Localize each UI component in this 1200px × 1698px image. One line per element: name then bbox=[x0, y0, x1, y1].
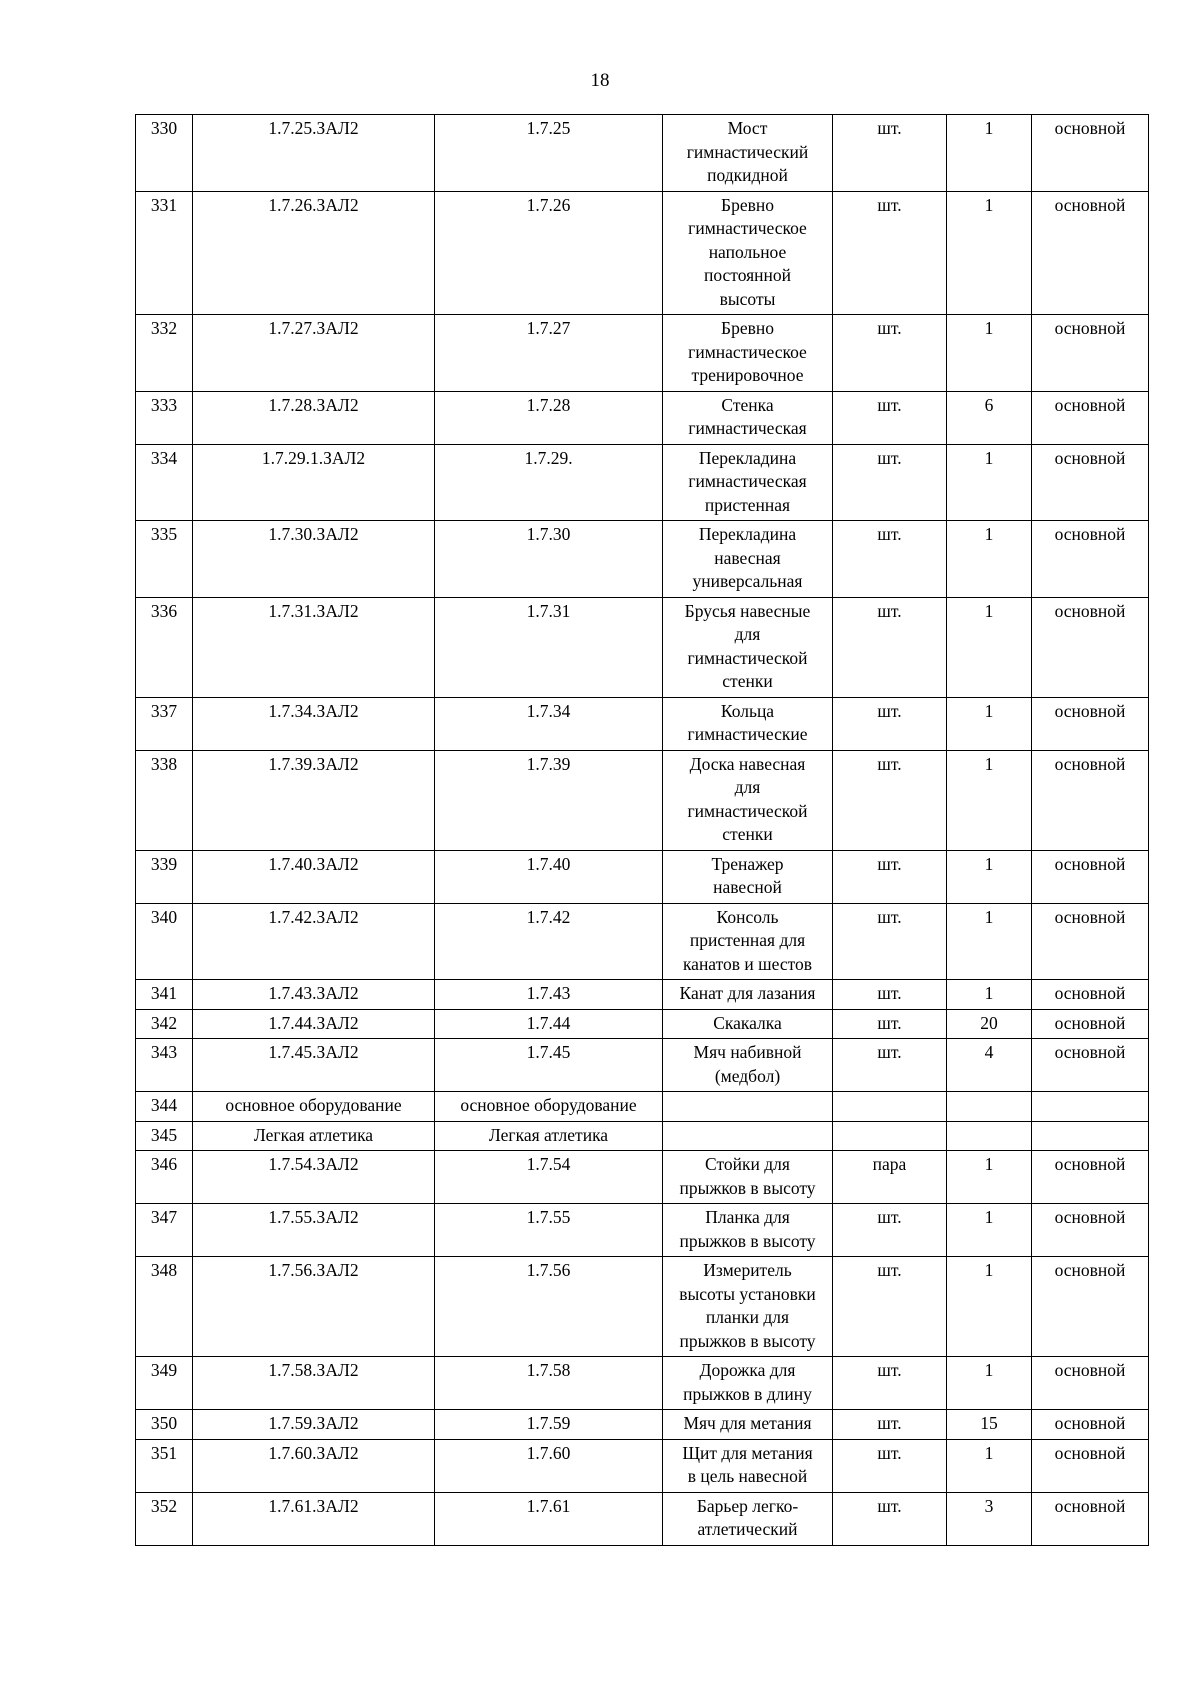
unit-cell: шт. bbox=[833, 1439, 947, 1492]
item-name-cell: Консоль пристенная для канатов и шестов bbox=[663, 903, 833, 980]
table-row bbox=[136, 315, 1149, 392]
quantity-cell bbox=[947, 1092, 1032, 1122]
quantity-cell: 1 bbox=[947, 1204, 1032, 1257]
quantity-cell: 1 bbox=[947, 697, 1032, 750]
row-number-cell: 337 bbox=[136, 697, 193, 750]
item-code-cell: 1.7.26.ЗАЛ2 bbox=[193, 191, 435, 315]
row-number-cell: 350 bbox=[136, 1410, 193, 1440]
item-name-cell: Стенка гимнастическая bbox=[663, 391, 833, 444]
row-number-cell: 347 bbox=[136, 1204, 193, 1257]
row-number-cell: 333 bbox=[136, 391, 193, 444]
quantity-cell: 3 bbox=[947, 1492, 1032, 1545]
unit-cell bbox=[833, 1092, 947, 1122]
item-name-cell bbox=[663, 1092, 833, 1122]
item-name-cell: Перекладина навесная универсальная bbox=[663, 521, 833, 598]
row-number-cell: 346 bbox=[136, 1151, 193, 1204]
row-number-cell: 351 bbox=[136, 1439, 193, 1492]
row-number-cell: 335 bbox=[136, 521, 193, 598]
item-code-cell: 1.7.43.ЗАЛ2 bbox=[193, 980, 435, 1010]
table-row bbox=[136, 1257, 1149, 1357]
unit-cell: шт. bbox=[833, 315, 947, 392]
table-row bbox=[136, 1092, 1149, 1122]
item-code-cell: 1.7.54.ЗАЛ2 bbox=[193, 1151, 435, 1204]
equipment-type-cell: основной bbox=[1032, 1204, 1149, 1257]
row-number-cell: 348 bbox=[136, 1257, 193, 1357]
reference-code-cell: 1.7.60 bbox=[435, 1439, 663, 1492]
quantity-cell: 1 bbox=[947, 850, 1032, 903]
unit-cell: шт. bbox=[833, 850, 947, 903]
item-name-cell: Измеритель высоты установки планки для прыжков в высоту bbox=[663, 1257, 833, 1357]
equipment-type-cell: основной bbox=[1032, 1410, 1149, 1440]
item-code-cell: 1.7.28.ЗАЛ2 bbox=[193, 391, 435, 444]
item-name-cell bbox=[663, 1121, 833, 1151]
item-name-cell: Перекладина гимнастическая пристенная bbox=[663, 444, 833, 521]
equipment-type-cell: основной bbox=[1032, 1492, 1149, 1545]
quantity-cell: 1 bbox=[947, 191, 1032, 315]
equipment-type-cell: основной bbox=[1032, 750, 1149, 850]
reference-code-cell: 1.7.31 bbox=[435, 597, 663, 697]
equipment-type-cell: основной bbox=[1032, 697, 1149, 750]
quantity-cell: 1 bbox=[947, 521, 1032, 598]
item-name-cell: Скакалка bbox=[663, 1009, 833, 1039]
reference-code-cell: 1.7.39 bbox=[435, 750, 663, 850]
row-number-cell: 339 bbox=[136, 850, 193, 903]
row-number-cell: 343 bbox=[136, 1039, 193, 1092]
unit-cell: шт. bbox=[833, 1257, 947, 1357]
row-number-cell: 349 bbox=[136, 1357, 193, 1410]
table-row bbox=[136, 750, 1149, 850]
table-body bbox=[136, 115, 1149, 1546]
unit-cell: шт. bbox=[833, 697, 947, 750]
reference-code-cell: 1.7.58 bbox=[435, 1357, 663, 1410]
item-code-cell: 1.7.42.ЗАЛ2 bbox=[193, 903, 435, 980]
quantity-cell: 1 bbox=[947, 315, 1032, 392]
item-name-cell: Дорожка для прыжков в длину bbox=[663, 1357, 833, 1410]
quantity-cell: 15 bbox=[947, 1410, 1032, 1440]
item-name-cell: Кольца гимнастические bbox=[663, 697, 833, 750]
row-number-cell: 341 bbox=[136, 980, 193, 1010]
unit-cell: шт. bbox=[833, 750, 947, 850]
item-code-cell: 1.7.56.ЗАЛ2 bbox=[193, 1257, 435, 1357]
item-code-cell: 1.7.59.ЗАЛ2 bbox=[193, 1410, 435, 1440]
item-code-cell: 1.7.58.ЗАЛ2 bbox=[193, 1357, 435, 1410]
unit-cell: шт. bbox=[833, 444, 947, 521]
quantity-cell: 1 bbox=[947, 750, 1032, 850]
table-row bbox=[136, 115, 1149, 192]
table-row bbox=[136, 850, 1149, 903]
quantity-cell: 1 bbox=[947, 980, 1032, 1010]
reference-code-cell: 1.7.27 bbox=[435, 315, 663, 392]
row-number-cell: 340 bbox=[136, 903, 193, 980]
unit-cell: пара bbox=[833, 1151, 947, 1204]
reference-code-cell: 1.7.55 bbox=[435, 1204, 663, 1257]
item-code-cell: 1.7.29.1.ЗАЛ2 bbox=[193, 444, 435, 521]
equipment-type-cell: основной bbox=[1032, 1151, 1149, 1204]
equipment-type-cell: основной bbox=[1032, 1009, 1149, 1039]
equipment-type-cell: основной bbox=[1032, 315, 1149, 392]
table-row bbox=[136, 1357, 1149, 1410]
quantity-cell: 1 bbox=[947, 903, 1032, 980]
row-number-cell: 342 bbox=[136, 1009, 193, 1039]
equipment-type-cell: основной bbox=[1032, 444, 1149, 521]
row-number-cell: 330 bbox=[136, 115, 193, 192]
table-row bbox=[136, 597, 1149, 697]
unit-cell: шт. bbox=[833, 597, 947, 697]
item-name-cell: Доска навесная для гимнастической стенки bbox=[663, 750, 833, 850]
row-number-cell: 331 bbox=[136, 191, 193, 315]
unit-cell: шт. bbox=[833, 1204, 947, 1257]
table-row bbox=[136, 391, 1149, 444]
table-row bbox=[136, 1410, 1149, 1440]
equipment-type-cell bbox=[1032, 1121, 1149, 1151]
reference-code-cell: 1.7.25 bbox=[435, 115, 663, 192]
quantity-cell: 6 bbox=[947, 391, 1032, 444]
item-name-cell: Канат для лазания bbox=[663, 980, 833, 1010]
equipment-type-cell: основной bbox=[1032, 391, 1149, 444]
item-code-cell: 1.7.34.ЗАЛ2 bbox=[193, 697, 435, 750]
table-row bbox=[136, 1151, 1149, 1204]
item-name-cell: Стойки для прыжков в высоту bbox=[663, 1151, 833, 1204]
item-name-cell: Мост гимнастический подкидной bbox=[663, 115, 833, 192]
quantity-cell: 1 bbox=[947, 1257, 1032, 1357]
item-code-cell: 1.7.55.ЗАЛ2 bbox=[193, 1204, 435, 1257]
reference-code-cell: 1.7.54 bbox=[435, 1151, 663, 1204]
equipment-type-cell: основной bbox=[1032, 1257, 1149, 1357]
table-row bbox=[136, 697, 1149, 750]
reference-code-cell: 1.7.56 bbox=[435, 1257, 663, 1357]
unit-cell: шт. bbox=[833, 903, 947, 980]
table-row bbox=[136, 1009, 1149, 1039]
table-row bbox=[136, 521, 1149, 598]
unit-cell: шт. bbox=[833, 1357, 947, 1410]
unit-cell: шт. bbox=[833, 115, 947, 192]
item-code-cell: 1.7.30.ЗАЛ2 bbox=[193, 521, 435, 598]
item-code-cell: 1.7.45.ЗАЛ2 bbox=[193, 1039, 435, 1092]
equipment-type-cell: основной bbox=[1032, 850, 1149, 903]
table-row bbox=[136, 980, 1149, 1010]
quantity-cell: 1 bbox=[947, 597, 1032, 697]
reference-code-cell: 1.7.45 bbox=[435, 1039, 663, 1092]
unit-cell: шт. bbox=[833, 1410, 947, 1440]
table-row bbox=[136, 903, 1149, 980]
quantity-cell: 20 bbox=[947, 1009, 1032, 1039]
table-row bbox=[136, 444, 1149, 521]
unit-cell: шт. bbox=[833, 191, 947, 315]
item-name-cell: Брусья навесные для гимнастической стенки bbox=[663, 597, 833, 697]
item-name-cell: Тренажер навесной bbox=[663, 850, 833, 903]
reference-code-cell: 1.7.34 bbox=[435, 697, 663, 750]
unit-cell: шт. bbox=[833, 980, 947, 1010]
row-number-cell: 344 bbox=[136, 1092, 193, 1122]
row-number-cell: 332 bbox=[136, 315, 193, 392]
reference-code-cell: 1.7.42 bbox=[435, 903, 663, 980]
item-code-cell: 1.7.25.ЗАЛ2 bbox=[193, 115, 435, 192]
quantity-cell: 4 bbox=[947, 1039, 1032, 1092]
item-name-cell: Планка для прыжков в высоту bbox=[663, 1204, 833, 1257]
row-number-cell: 334 bbox=[136, 444, 193, 521]
quantity-cell: 1 bbox=[947, 1439, 1032, 1492]
item-name-cell: Бревно гимнастическое тренировочное bbox=[663, 315, 833, 392]
item-name-cell: Бревно гимнастическое напольное постоянной высоты bbox=[663, 191, 833, 315]
table-row bbox=[136, 1492, 1149, 1545]
table-row bbox=[136, 1439, 1149, 1492]
item-code-cell: 1.7.31.ЗАЛ2 bbox=[193, 597, 435, 697]
reference-code-cell: 1.7.40 bbox=[435, 850, 663, 903]
reference-code-cell: 1.7.59 bbox=[435, 1410, 663, 1440]
unit-cell: шт. bbox=[833, 1492, 947, 1545]
reference-code-cell: Легкая атлетика bbox=[435, 1121, 663, 1151]
item-code-cell: Легкая атлетика bbox=[193, 1121, 435, 1151]
equipment-type-cell: основной bbox=[1032, 521, 1149, 598]
item-name-cell: Щит для метания в цель навесной bbox=[663, 1439, 833, 1492]
quantity-cell bbox=[947, 1121, 1032, 1151]
equipment-type-cell: основной bbox=[1032, 115, 1149, 192]
reference-code-cell: 1.7.61 bbox=[435, 1492, 663, 1545]
item-code-cell: 1.7.60.ЗАЛ2 bbox=[193, 1439, 435, 1492]
item-code-cell: 1.7.44.ЗАЛ2 bbox=[193, 1009, 435, 1039]
reference-code-cell: 1.7.28 bbox=[435, 391, 663, 444]
unit-cell: шт. bbox=[833, 391, 947, 444]
unit-cell: шт. bbox=[833, 521, 947, 598]
quantity-cell: 1 bbox=[947, 115, 1032, 192]
item-code-cell: 1.7.40.ЗАЛ2 bbox=[193, 850, 435, 903]
item-name-cell: Мяч набивной (медбол) bbox=[663, 1039, 833, 1092]
reference-code-cell: 1.7.30 bbox=[435, 521, 663, 598]
quantity-cell: 1 bbox=[947, 1151, 1032, 1204]
reference-code-cell: 1.7.29. bbox=[435, 444, 663, 521]
quantity-cell: 1 bbox=[947, 444, 1032, 521]
equipment-type-cell: основной bbox=[1032, 1039, 1149, 1092]
row-number-cell: 338 bbox=[136, 750, 193, 850]
unit-cell bbox=[833, 1121, 947, 1151]
row-number-cell: 345 bbox=[136, 1121, 193, 1151]
reference-code-cell: 1.7.43 bbox=[435, 980, 663, 1010]
equipment-type-cell: основной bbox=[1032, 980, 1149, 1010]
row-number-cell: 352 bbox=[136, 1492, 193, 1545]
item-code-cell: 1.7.39.ЗАЛ2 bbox=[193, 750, 435, 850]
equipment-type-cell: основной bbox=[1032, 597, 1149, 697]
equipment-type-cell: основной bbox=[1032, 191, 1149, 315]
item-name-cell: Барьер легко- атлетический bbox=[663, 1492, 833, 1545]
item-code-cell: 1.7.61.ЗАЛ2 bbox=[193, 1492, 435, 1545]
quantity-cell: 1 bbox=[947, 1357, 1032, 1410]
row-number-cell: 336 bbox=[136, 597, 193, 697]
item-name-cell: Мяч для метания bbox=[663, 1410, 833, 1440]
reference-code-cell: 1.7.26 bbox=[435, 191, 663, 315]
table-row bbox=[136, 191, 1149, 315]
equipment-type-cell: основной bbox=[1032, 1357, 1149, 1410]
unit-cell: шт. bbox=[833, 1039, 947, 1092]
unit-cell: шт. bbox=[833, 1009, 947, 1039]
page-number: 18 bbox=[590, 70, 610, 91]
equipment-type-cell bbox=[1032, 1092, 1149, 1122]
item-code-cell: основное оборудование bbox=[193, 1092, 435, 1122]
equipment-type-cell: основной bbox=[1032, 903, 1149, 980]
table-row bbox=[136, 1204, 1149, 1257]
item-code-cell: 1.7.27.ЗАЛ2 bbox=[193, 315, 435, 392]
reference-code-cell: основное оборудование bbox=[435, 1092, 663, 1122]
equipment-table bbox=[135, 114, 1149, 1546]
table-row bbox=[136, 1039, 1149, 1092]
equipment-type-cell: основной bbox=[1032, 1439, 1149, 1492]
reference-code-cell: 1.7.44 bbox=[435, 1009, 663, 1039]
table-row bbox=[136, 1121, 1149, 1151]
